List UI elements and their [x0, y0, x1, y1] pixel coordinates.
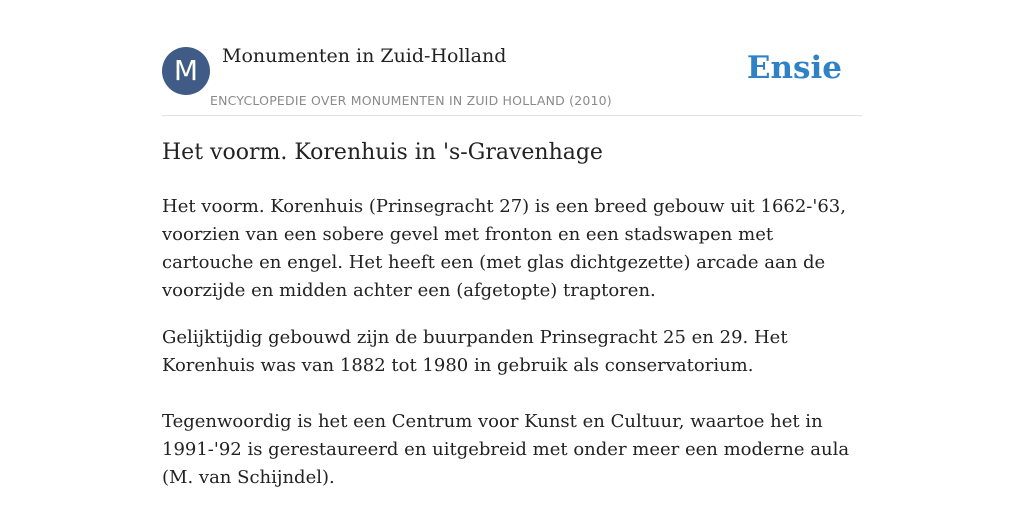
brand-logo[interactable]: Ensie [746, 50, 842, 86]
source-header [162, 0, 862, 116]
source-subtitle: ENCYCLOPEDIE OVER MONUMENTEN IN ZUID HOLLAND (2010) [210, 93, 612, 108]
article-paragraph: Het voorm. Korenhuis (Prinsegracht 27) is een breed gebouw uit 1662-'63, voorzien van een sobere gevel met fronton en een stadswapen met cartouche en engel. Het heeft een (met glas dichtgezette) arcade aan de voorzijde en midden achter een (afgetopte) traptoren. [162, 196, 846, 301]
source-title[interactable]: Monumenten in Zuid-Holland [222, 45, 507, 67]
article-paragraph: Gelijktijdig gebouwd zijn de buurpanden Prinsegracht 25 en 29. Het Korenhuis was van 1882 tot 1980 in gebruik als conservatorium. [162, 327, 788, 376]
article-paragraph: Tegenwoordig is het een Centrum voor Kunst en Cultuur, waartoe het in 1991-'92 is gerestaureerd en uitgebreid met onder meer een moderne aula (M. van Schijndel). [162, 411, 850, 488]
article-title: Het voorm. Korenhuis in 's-Gravenhage [162, 140, 603, 165]
avatar[interactable]: M [162, 47, 210, 95]
